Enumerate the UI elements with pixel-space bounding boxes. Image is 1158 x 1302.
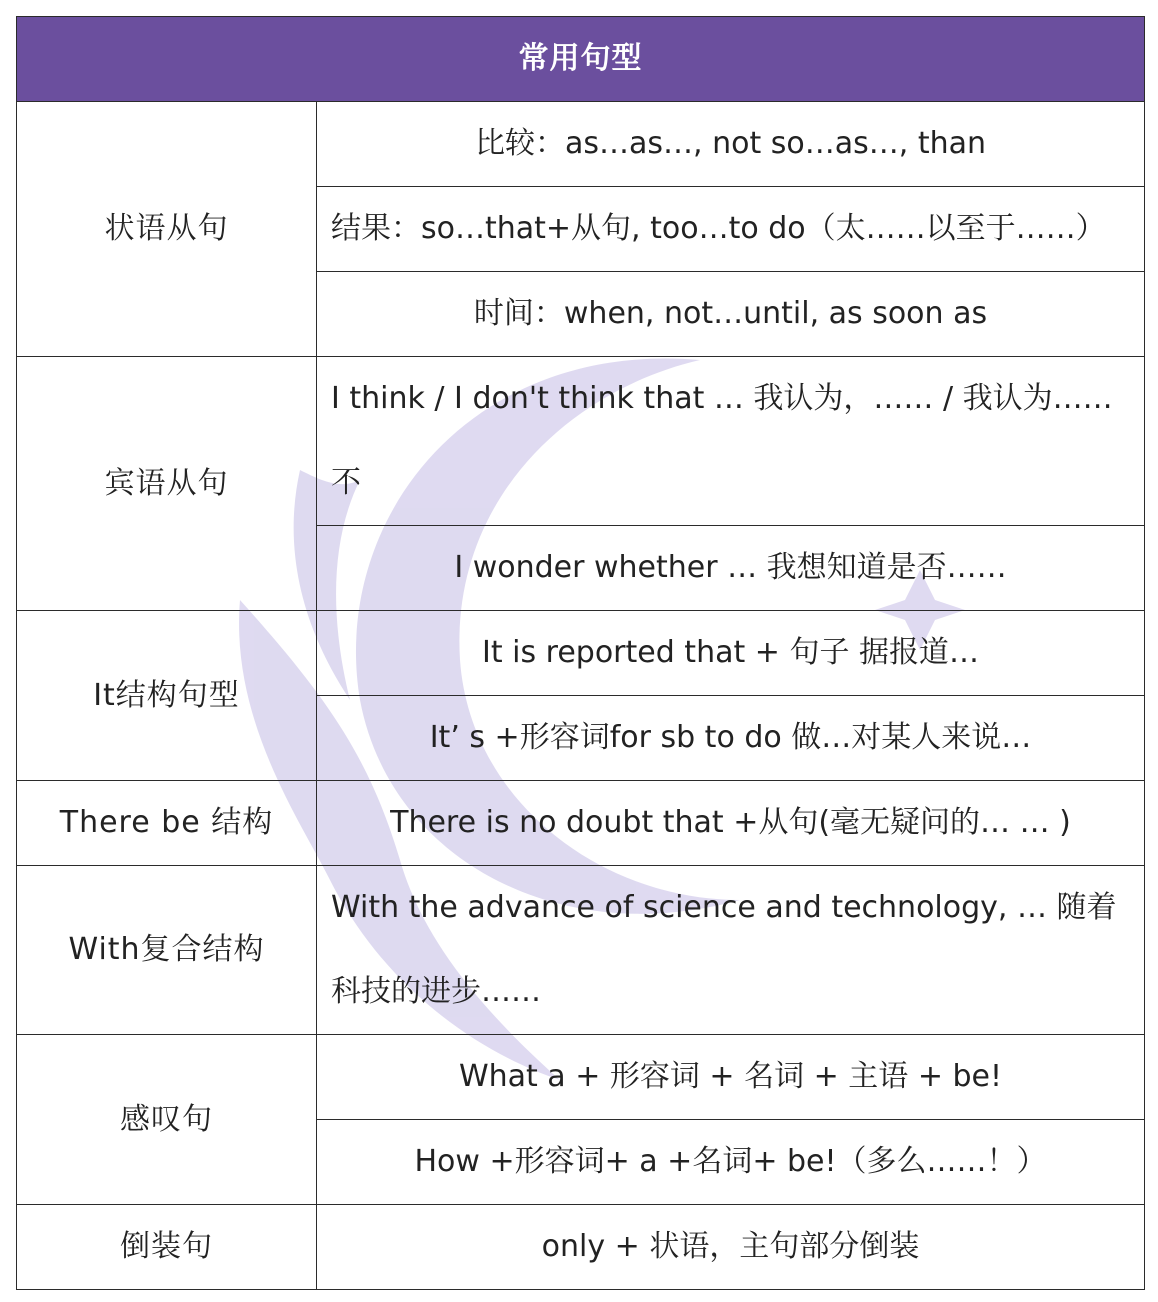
category-cell: It结构句型 xyxy=(17,611,317,781)
category-cell: With复合结构 xyxy=(17,866,317,1035)
pattern-cell: How +形容词+ a +名词+ be!（多么……！） xyxy=(317,1120,1145,1205)
pattern-cell: I think / I don't think that … 我认为，…… / 我认为……不 xyxy=(317,357,1145,526)
category-cell: 倒装句 xyxy=(17,1205,317,1290)
pattern-cell: It’ s +形容词for sb to do 做…对某人来说… xyxy=(317,696,1145,781)
table-row xyxy=(17,102,1145,187)
table-row xyxy=(17,781,1145,866)
pattern-cell: I wonder whether … 我想知道是否…… xyxy=(317,526,1145,611)
category-cell: 宾语从句 xyxy=(17,357,317,611)
pattern-cell: 比较：as…as…, not so…as…, than xyxy=(317,102,1145,187)
table-row xyxy=(17,1035,1145,1120)
table-row xyxy=(17,1205,1145,1290)
category-cell: 感叹句 xyxy=(17,1035,317,1205)
pattern-cell: It is reported that + 句子 据报道… xyxy=(317,611,1145,696)
pattern-cell: 时间：when, not…until, as soon as xyxy=(317,272,1145,357)
pattern-cell: 结果：so…that+从句, too…to do（太……以至于……） xyxy=(317,187,1145,272)
table-header: 常用句型 xyxy=(17,17,1145,102)
pattern-cell: With the advance of science and technology, … 随着科技的进步…… xyxy=(317,866,1145,1035)
table-row xyxy=(17,357,1145,526)
category-cell: There be 结构 xyxy=(17,781,317,866)
category-cell: 状语从句 xyxy=(17,102,317,357)
table-row xyxy=(17,866,1145,1035)
pattern-cell: There is no doubt that +从句(毫无疑问的… … ) xyxy=(317,781,1145,866)
pattern-cell: What a + 形容词 + 名词 + 主语 + be! xyxy=(317,1035,1145,1120)
pattern-cell: only + 状语，主句部分倒装 xyxy=(317,1205,1145,1290)
table-row xyxy=(17,611,1145,696)
sentence-patterns-table xyxy=(16,16,1145,1290)
